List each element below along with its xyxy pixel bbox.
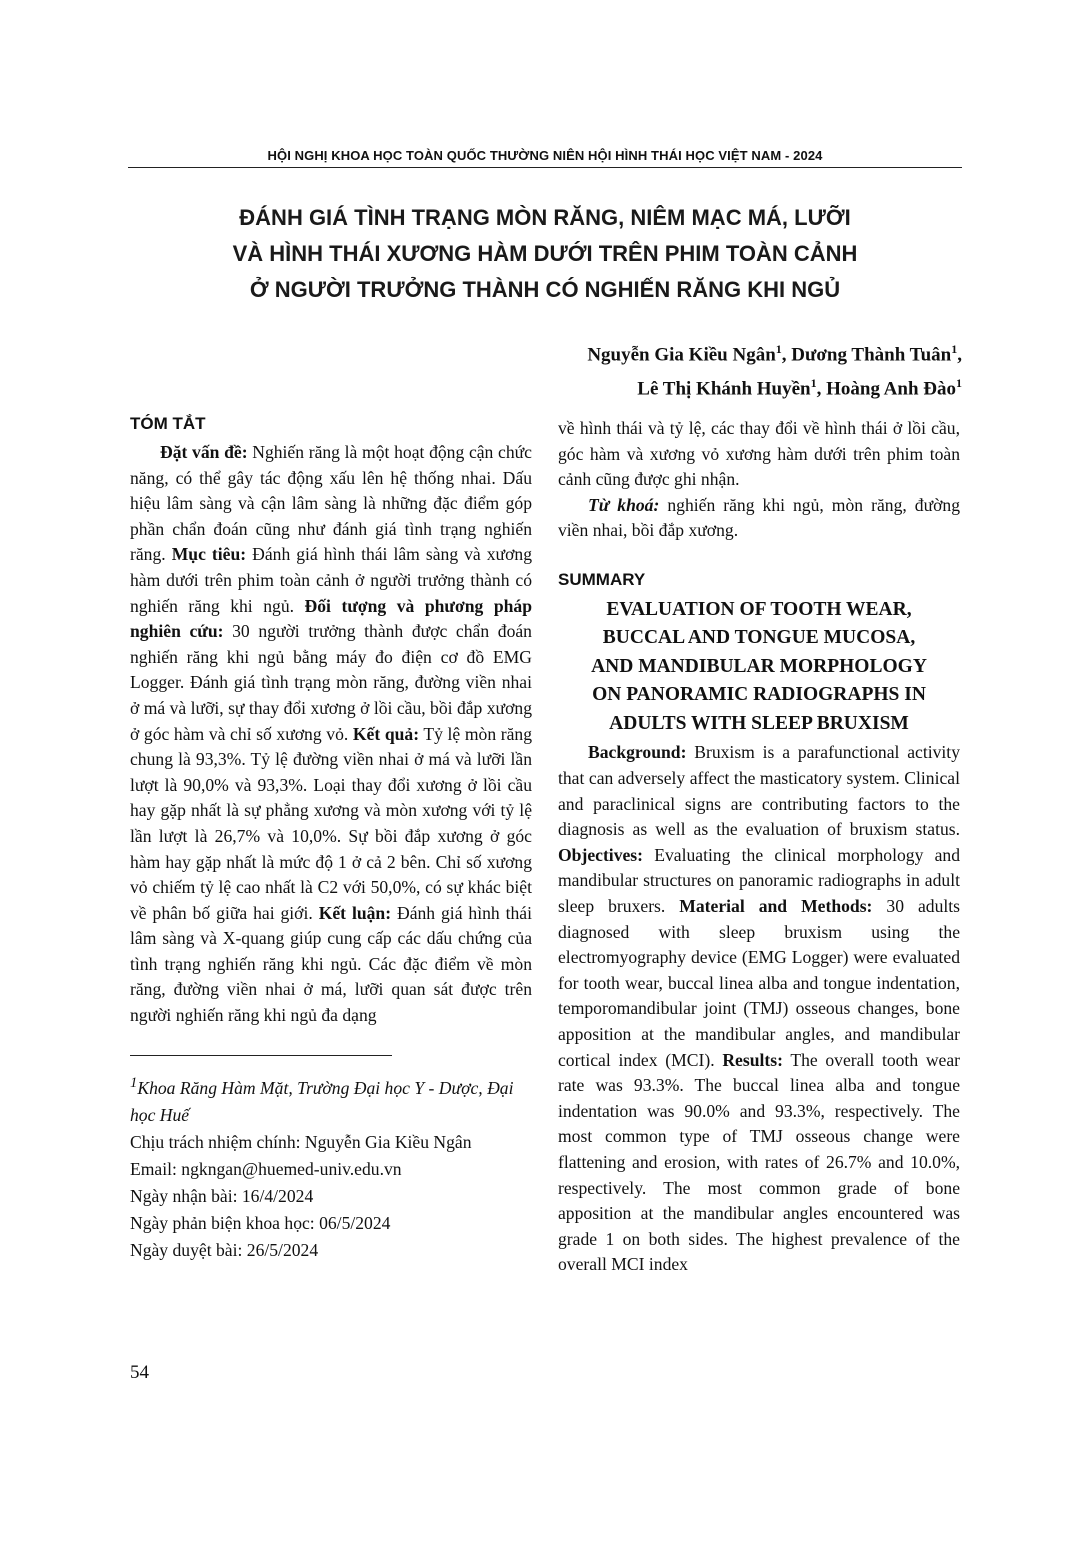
keywords-label: Từ khoá:	[588, 494, 660, 515]
title-line: VÀ HÌNH THÁI XƯƠNG HÀM DƯỚI TRÊN PHIM TOÀN CẢNH	[232, 241, 858, 266]
vietnamese-abstract-heading: TÓM TẮT	[130, 414, 206, 433]
abstract-text: Tỷ lệ mòn răng chung là 93,3%. Tỷ lệ đường viền nhai ở má và lưỡi lần lượt là 90,0% và 93,3%. Loại thay đổi xương ở lồi cầu hay gặp nhất là sự phẳng xương và mòn xương với tỷ lệ lần lượt là 26,7% và 10,0%. Sự bồi đắp xương ở góc hàm hay gặp nhất là mức độ 1 ở cả 2 bên. Chỉ số xương vỏ chiếm tỷ lệ cao nhất là C2 với 50,0%, có sự khác biệt về phân bố giữa hai giới.	[130, 723, 532, 923]
article-title	[128, 200, 962, 308]
affiliation-mark: 1	[951, 342, 958, 356]
abstract-text: 30 adults diagnosed with sleep bruxism using the electromyography device (EMG Logger) were evaluated for tooth wear, buccal linea alba and tongue indentation, temporomandibular joint (TMJ) osseous changes, bone apposition at the mandibular angles, and mandibular cortical index (MCI).	[558, 896, 961, 1070]
left-column	[130, 412, 532, 1264]
abstract-text: The overall tooth wear rate was 93.3%. The buccal linea alba and tongue indentation was 90.0% and 93.3%, respectively. The most common type of TMJ osseous change were flattening and erosion, with rates of 26.7% and 10.0%, respectively. The most common grade of bone apposition at the mandibular angles encountered was grade 1 on both sides. The highest prevalence of the overall MCI index	[558, 1049, 961, 1275]
abstract-text: Nghiến răng là một hoạt động cận chức năng, có thể gây tác động xấu lên hệ thống nhai. Dấu hiệu lâm sàng và cận lâm sàng là những đặc điểm góp phần chẩn đoán cũng như đánh giá tình trạng nghiến răng.	[130, 442, 532, 565]
keywords-text: nghiến răng khi ngủ, mòn răng, đường viền nhai, bồi đắp xương.	[558, 494, 960, 541]
author-name: Hoàng Anh Đào	[826, 378, 956, 400]
footnote-affiliation	[130, 1070, 532, 1129]
section-label: Đặt vấn đề:	[160, 442, 248, 462]
affiliation-mark: 1	[956, 376, 962, 391]
right-column	[558, 416, 960, 1278]
author-name: Lê Thị Khánh Huyền	[637, 378, 811, 400]
section-label: Kết luận:	[318, 902, 392, 923]
abstract-text: Evaluating the clinical morphology and mandibular structures on panoramic radiographs in adult sleep bruxers.	[558, 844, 960, 917]
header-rule	[128, 167, 962, 168]
section-label: Đối tượng và phương pháp nghiên cứu:	[130, 595, 532, 642]
english-title	[558, 596, 960, 739]
section-label: Mục tiêu:	[171, 544, 247, 565]
section-label: Material and Methods:	[679, 896, 873, 917]
abstract-text: Bruxism is a parafunctional activity that can adversely affect the masticatory system. Clinical and paraclinical signs are contributing factors to the diagnosis as well as the evaluation of bruxism status.	[558, 742, 960, 840]
section-label: Background:	[588, 742, 687, 763]
author-list: Nguyễn Gia Kiều Ngân$^1$, Dương Thành Tuân$^1$, Lê Thị Khánh Huyền$^1$, Hoàng Anh Đào$^1$	[587, 342, 962, 400]
footnote-rule	[130, 1055, 392, 1056]
english-abstract-heading: SUMMARY	[558, 569, 646, 589]
affiliation-mark: 1	[775, 342, 782, 356]
title-line: Ở NGƯỜI TRƯỞNG THÀNH CÓ NGHIẾN RĂNG KHI NGỦ	[249, 277, 841, 302]
english-title-line: BUCCAL AND TONGUE MUCOSA,	[602, 627, 916, 649]
author-name: Nguyễn Gia Kiều Ngân	[587, 344, 776, 366]
footnote-received: Ngày nhận bài: 16/4/2024	[130, 1185, 314, 1206]
english-abstract-body	[558, 740, 960, 1277]
running-header: HỘI NGHỊ KHOA HỌC TOÀN QUỐC THƯỜNG NIÊN HỘI HÌNH THÁI HỌC VIỆT NAM - 2024	[267, 148, 823, 163]
english-title-line: AND MANDIBULAR MORPHOLOGY	[591, 655, 927, 677]
affiliation-mark: 1	[130, 1074, 138, 1091]
abstract-text: Đánh giá hình thái lâm sàng và X-quang giúp cung cấp các dấu chứng của tình trạng nghiến răng khi ngủ. Các đặc điểm về mòn răng, đường viền nhai ở má, lưỡi quan sát được trên người nghiến răng khi ngủ đa dạng	[130, 902, 532, 1026]
footnote-corresponding: Chịu trách nhiệm chính: Nguyễn Gia Kiều Ngân	[130, 1131, 472, 1152]
affiliation-mark: 1	[810, 376, 817, 391]
english-title-line: EVALUATION OF TOOTH WEAR,	[606, 598, 912, 620]
title-line: ĐÁNH GIÁ TÌNH TRẠNG MÒN RĂNG, NIÊM MẠC MÁ, LƯỠI	[239, 205, 851, 230]
footnote-reviewed: Ngày phản biện khoa học: 06/5/2024	[130, 1212, 391, 1233]
section-label: Kết quả:	[352, 723, 420, 744]
vietnamese-abstract-body	[130, 440, 532, 1029]
footnote-email: Email: ngkngan@huemed-univ.edu.vn	[130, 1158, 402, 1179]
section-label: Objectives:	[558, 844, 644, 865]
english-title-line: ADULTS WITH SLEEP BRUXISM	[609, 712, 909, 734]
author-name: Dương Thành Tuân	[791, 344, 952, 366]
page-number: 54	[130, 1362, 149, 1383]
vietnamese-abstract-continued: về hình thái và tỷ lệ, các thay đổi về hình thái ở lồi cầu, góc hàm và xương vỏ xương hàm dưới trên phim toàn cảnh cũng được ghi nhận.	[558, 418, 960, 490]
footnote-accepted: Ngày duyệt bài: 26/5/2024	[130, 1239, 319, 1260]
keywords	[558, 493, 960, 544]
section-label: Results:	[722, 1049, 783, 1070]
affiliation-text: Khoa Răng Hàm Mặt, Trường Đại học Y - Dược, Đại học Huế	[130, 1077, 514, 1125]
abstract-text: 30 người trưởng thành được chẩn đoán nghiến răng khi ngủ bằng máy đo điện cơ đồ EMG Logger. Đánh giá tình trạng mòn răng, đường viền nhai ở má và lưỡi, sự thay đổi xương ở lồi cầu, bồi đắp xương ở góc hàm và chỉ số xương vỏ.	[130, 621, 532, 744]
english-title-line: ON PANORAMIC RADIOGRAPHS IN	[592, 684, 926, 706]
abstract-text: Đánh giá hình thái lâm sàng và xương hàm dưới trên phim toàn cảnh ở người trưởng thành có nghiến răng khi ngủ.	[130, 544, 532, 616]
